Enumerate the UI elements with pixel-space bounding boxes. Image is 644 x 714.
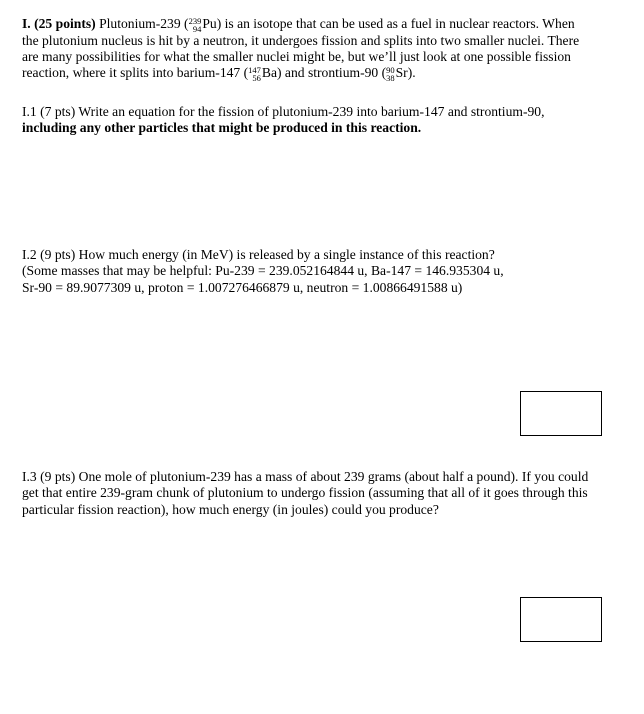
problem-number: I. <box>22 16 31 31</box>
q1-1-line-2-bold: including any other particles that might be produced in this reaction. <box>22 120 422 136</box>
pu-mass-number: 239 <box>188 15 202 26</box>
question-1-1 <box>22 104 622 137</box>
sr-mass-number: 90 <box>386 65 395 76</box>
q1-3-line-3: particular fission reaction), how much energy (in joules) could you produce? <box>22 501 439 517</box>
answer-box-1-2[interactable] <box>520 391 602 436</box>
intro-line-1 <box>22 16 622 33</box>
intro-text-a: Plutonium-239 ( <box>99 16 189 31</box>
intro-line-4 <box>22 65 622 82</box>
intro-text-b: ) is an isotope that can be used as a fuel in nuclear reactors. When <box>216 16 575 31</box>
ba-notation <box>248 65 277 82</box>
pu-notation <box>189 16 217 33</box>
sr-symbol: Sr <box>395 65 408 81</box>
pu-symbol: Pu <box>202 16 217 31</box>
pu-atomic-number: 94 <box>192 23 202 34</box>
sr-atomic-number: 38 <box>386 73 395 84</box>
intro-line-4-a: reaction, where it splits into barium-147 ( <box>22 65 249 81</box>
question-1-3 <box>22 469 622 518</box>
intro-line-4-c: ). <box>407 65 416 81</box>
intro-line-3: are many possibilities for what the smaller nuclei might be, but we’ll just look at one possible fission <box>22 49 571 65</box>
question-1-2 <box>22 247 622 296</box>
problem-points: (25 points) <box>34 16 96 31</box>
q1-2-line-3: Sr-90 = 89.9077309 u, proton = 1.007276466879 u, neutron = 1.00866491588 u) <box>22 279 463 295</box>
ba-symbol: Ba <box>261 65 277 81</box>
q1-3-line-1: I.3 (9 pts) One mole of plutonium-239 has a mass of about 239 grams (about half a pound). If you could <box>22 469 589 484</box>
ba-mass-number: 147 <box>248 65 261 76</box>
intro-line-4-b: ) and strontium-90 ( <box>277 65 387 81</box>
problem-intro <box>22 16 622 82</box>
intro-line-2: the plutonium nucleus is hit by a neutron, it undergoes fission and splits into two smaller nuclei. There <box>22 32 580 48</box>
q1-2-line-1: I.2 (9 pts) How much energy (in MeV) is released by a single instance of this reaction? <box>22 247 495 262</box>
q1-2-line-2: (Some masses that may be helpful: Pu-239 = 239.052164844 u, Ba-147 = 146.935304 u, <box>22 263 504 279</box>
sr-notation <box>386 65 408 82</box>
q1-3-line-2: get that entire 239-gram chunk of plutonium to undergo fission (assuming that all of it goes through this <box>22 485 588 501</box>
answer-box-1-3[interactable] <box>520 597 602 642</box>
q1-1-line-1: I.1 (7 pts) Write an equation for the fission of plutonium-239 into barium-147 and strontium-90, <box>22 104 545 119</box>
ba-atomic-number: 56 <box>252 73 261 84</box>
